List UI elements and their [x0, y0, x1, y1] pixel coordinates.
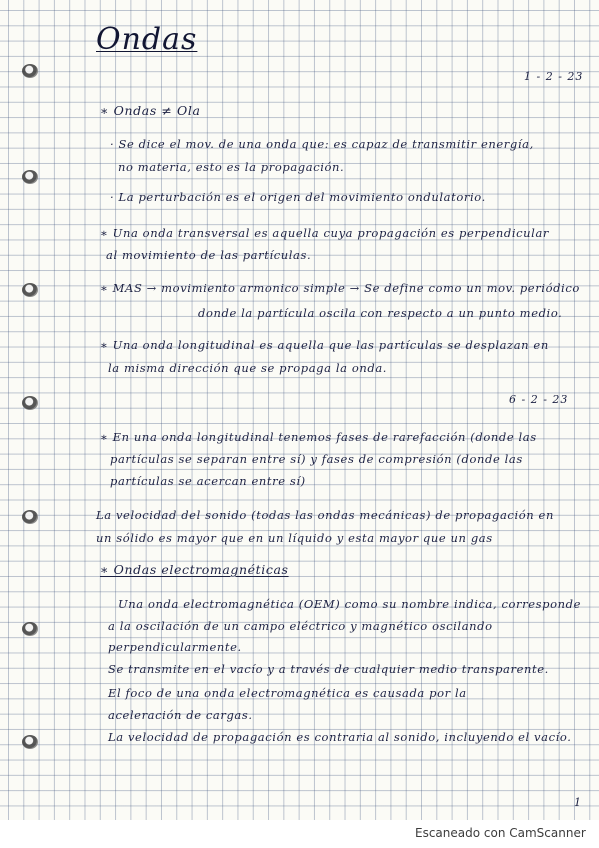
note-line: al movimiento de las partículas.: [106, 248, 312, 262]
scanner-watermark: Escaneado con CamScanner: [415, 826, 586, 840]
note-line: ∗ Una onda longitudinal es aquella que las partículas se desplazan en: [100, 338, 549, 352]
note-line: La velocidad del sonido (todas las ondas mecánicas) de propagación en: [96, 508, 554, 522]
note-line: un sólido es mayor que en un líquido y esta mayor que un gas: [96, 531, 493, 545]
page-title: Ondas: [96, 22, 198, 57]
date-1: 1 - 2 - 23: [524, 70, 584, 83]
binder-hole-icon: [22, 64, 38, 78]
note-line: ∗ En una onda longitudinal tenemos fases de rarefacción (donde las: [100, 430, 537, 444]
binder-hole-icon: [22, 510, 38, 524]
binder-hole-icon: [22, 735, 38, 749]
note-line: El foco de una onda electromagnética es causada por la: [108, 686, 467, 700]
binder-hole-icon: [22, 396, 38, 410]
note-line: partículas se separan entre sí) y fases de compresión (donde las: [110, 452, 523, 466]
note-line: · Se dice el mov. de una onda que: es capaz de transmitir energía,: [110, 137, 534, 151]
page-number: 1: [574, 796, 581, 809]
binder-hole-icon: [22, 283, 38, 297]
binder-hole-icon: [22, 622, 38, 636]
binder-hole-icon: [22, 170, 38, 184]
note-line: ∗ Una onda transversal es aquella cuya propagación es perpendicular: [100, 226, 550, 240]
note-line: Se transmite en el vacío y a través de cualquier medio transparente.: [108, 662, 549, 676]
note-line: ∗ MAS → movimiento armonico simple → Se define como un mov. periódico: [100, 281, 580, 295]
note-line: a la oscilación de un campo eléctrico y magnético oscilando: [108, 619, 493, 633]
note-line: perpendicularmente.: [108, 640, 242, 654]
heading-ondas-ola: ∗ Ondas ≠ Ola: [100, 103, 201, 118]
note-line: · La perturbación es el origen del movimiento ondulatorio.: [110, 190, 486, 204]
note-line: aceleración de cargas.: [108, 708, 253, 722]
note-line: la misma dirección que se propaga la onda.: [108, 361, 388, 375]
note-line: no materia, esto es la propagación.: [118, 160, 345, 174]
note-line: Una onda electromagnética (OEM) como su nombre indica, corresponde: [118, 597, 582, 611]
date-2: 6 - 2 - 23: [509, 393, 569, 406]
note-line: partículas se acercan entre sí): [110, 474, 306, 488]
note-line: La velocidad de propagación es contraria al sonido, incluyendo el vacío.: [108, 730, 572, 744]
note-line: donde la partícula oscila con respecto a un punto medio.: [198, 306, 563, 320]
heading-ondas-electromagneticas: ∗ Ondas electromagnéticas: [100, 562, 289, 577]
